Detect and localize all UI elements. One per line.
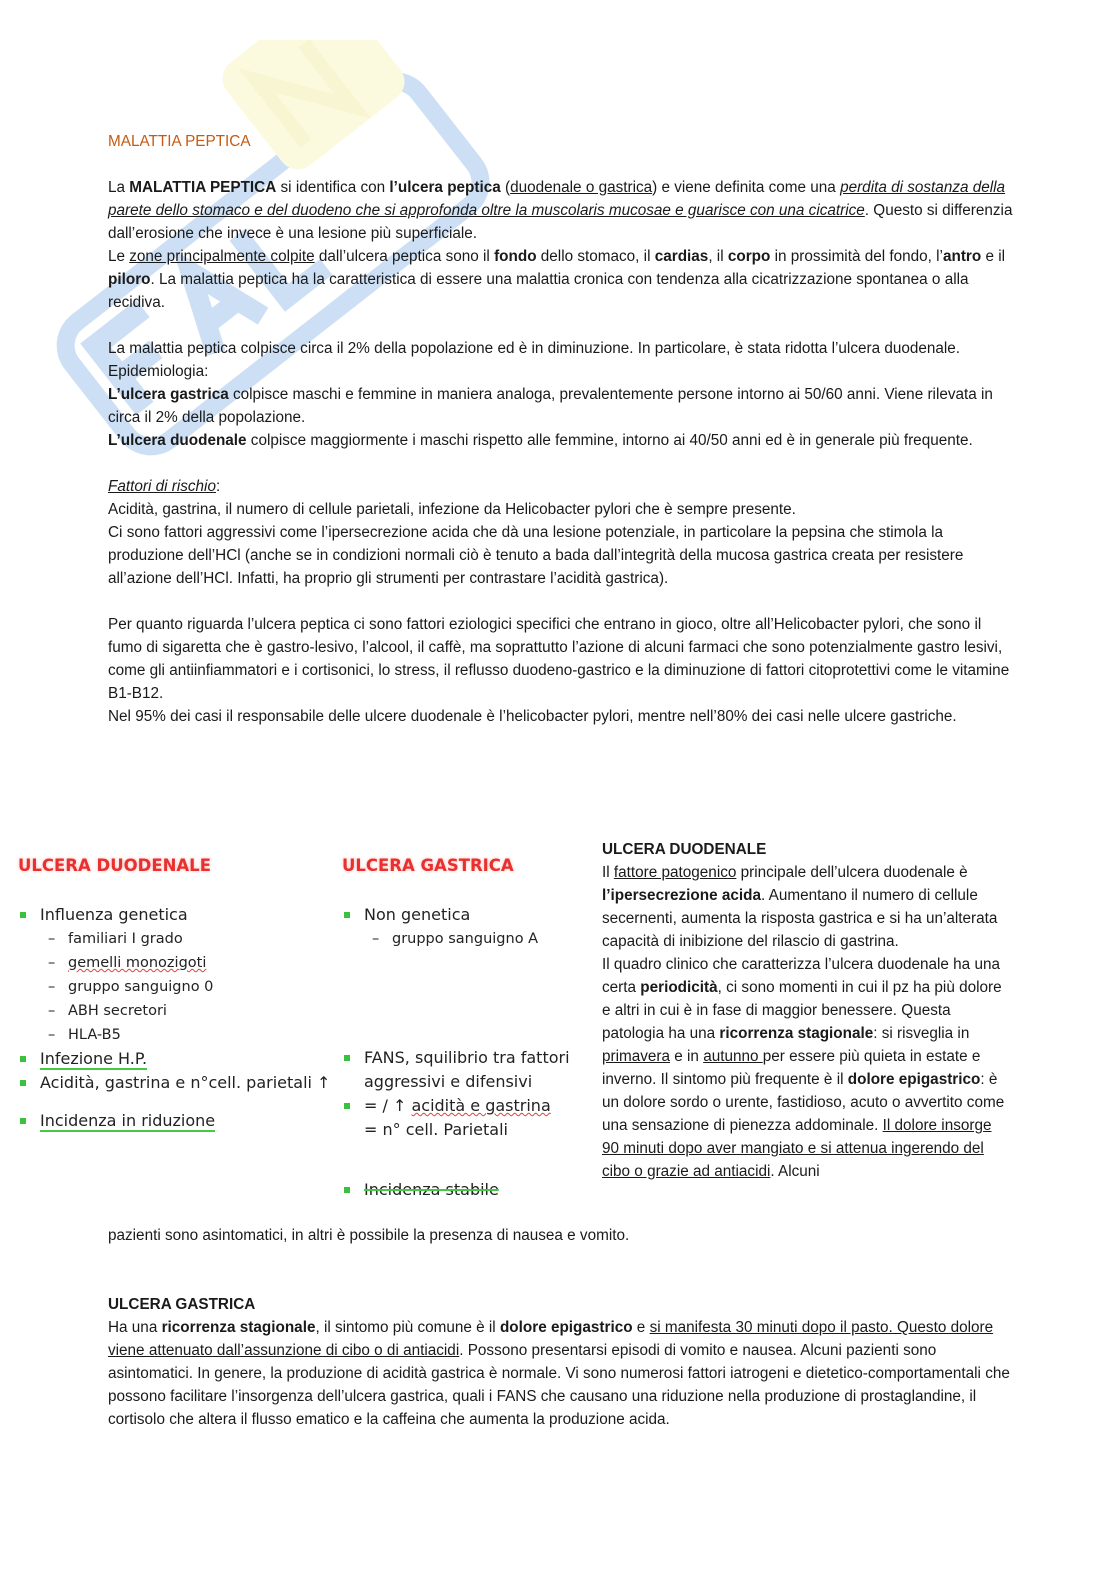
slide-bullet-stable: Incidenza stabile xyxy=(342,1178,582,1202)
section-duodenal-text xyxy=(602,838,1010,1183)
slide-sub-item: – ABH secretori xyxy=(18,999,338,1023)
slide-column-gastric xyxy=(342,840,582,1202)
up-arrow-icon: ↑ xyxy=(392,1096,407,1115)
paragraph-gastric-clinic: Ha una ricorrenza stagionale, il sintomo più comune è il dolore epigastrico e si manifesta 30 minuti dopo il pasto. Questo dolore viene attenuato dall’assunzione di cibo o di antiacidi. Possono presentarsi episodi di vomito e nausea. Alcuni pazienti sono asintomatici. In genere, la produzione di acidità gastrica è normale. Vi sono numerosi fattori iatrogeni e dietetico-comportamentali che possono facilitare l’insorgenza dell’ulcera gastrica, quali i FANS che causano una riduzione nella produzione di prostaglandine, il cortisolo che altera il flusso ematico e la caffeina che aumenta la produzione acida. xyxy=(108,1319,1010,1428)
paragraph-hp-percent: Nel 95% dei casi il responsabile delle ulcere duodenale è l’helicobacter pylori, mentre nell’80% dei casi nelle ulcere gastriche. xyxy=(108,708,957,725)
slide-sub-item: – gemelli monozigoti xyxy=(18,951,338,975)
slide-heading-duodenal: ULCERA DUODENALE xyxy=(18,856,211,875)
paragraph-gastric-epi: L’ulcera gastrica colpisce maschi e femmine in maniera analoga, prevalentemente persone intorno ai 50/60 anni. Viene rilevata in circa il 2% della popolazione. xyxy=(108,386,993,426)
slide-heading-gastric: ULCERA GASTRICA xyxy=(342,856,514,875)
paragraph-duodenal-epi: L’ulcera duodenale colpisce maggiormente i maschi rispetto alle femmine, intorno ai 40/50 anni ed è in generale più frequente. xyxy=(108,432,973,449)
paragraph-epidemiology-label: Epidemiologia: xyxy=(108,363,209,380)
paragraph-zones: Le zone principalmente colpite dall’ulcera peptica sono il fondo dello stomaco, il cardias, il corpo in prossimità del fondo, l’antro e il piloro. La malattia peptica ha la caratteristica di essere una malattia cronica con tendenza alla cicatrizzazione spontanea o alla recidiva. xyxy=(108,248,1006,311)
slide-bullet-genetic: Influenza genetica xyxy=(18,903,338,927)
up-arrow-icon: ↑ xyxy=(317,1073,331,1092)
slide-column-duodenal xyxy=(18,840,338,1133)
slide-bullet-nongenetic: Non genetica xyxy=(342,903,582,927)
heading-gastric: ULCERA GASTRICA xyxy=(108,1296,256,1313)
slide-sub-item: – familiari I grado xyxy=(18,927,338,951)
page-title: MALATTIA PEPTICA xyxy=(108,133,251,150)
heading-duodenal: ULCERA DUODENALE xyxy=(602,841,767,858)
comparison-slide-image xyxy=(0,840,590,1220)
paragraph-aggressive-factors: Ci sono fattori aggressivi come l’ipersecrezione acida che dà una lesione potenziale, in particolare la pepsina che stimola la produzione dell’HCl (anche se in condizioni normali ciò è tenuto a bada dall’integrità della mucosa gastrica creata per resistere all’azione dell’HCl. Infatti, ha proprio gli strumenti per contrastare l’acidità gastrica). xyxy=(108,524,964,587)
paragraph-etiology: Per quanto riguarda l’ulcera peptica ci sono fattori eziologici specifici che entrano in gioco, oltre all’Helicobacter pylori, che sono il fumo di sigaretta che è gastro-lesivo, l’alcool, il caffè, ma soprattutto l’azione di alcuni farmaci che sono potenzialmente gastro lesivi, come gli antiinfiammatori e i cortisonici, lo stress, il reflusso duodeno-gastrico e la diminuzione di fattori citoprotettivi come le vitamine B1-B12. xyxy=(108,616,1010,702)
paragraph-risk-label: Fattori di rischio: xyxy=(108,478,221,495)
slide-bullet-hp: Infezione H.P. xyxy=(18,1047,338,1071)
paragraph-duodenal-pathogenesis: Il fattore patogenico principale dell’ulcera duodenale è l’ipersecrezione acida. Aumentano il numero di cellule secernenti, aumenta la risposta gastrica e si ha un’alterata capacità di inibizione del rilascio di gastrina. xyxy=(602,864,998,950)
slide-sub-item: – gruppo sanguigno A xyxy=(342,927,582,951)
slide-bullet-acidity: Acidità, gastrina e n°cell. parietali ↑ xyxy=(18,1071,338,1095)
paragraph-duodenal-asymptomatic: pazienti sono asintomatici, in altri è possibile la presenza di nausea e vomito. xyxy=(108,1227,630,1244)
slide-sub-item: – HLA-B5 xyxy=(18,1023,338,1047)
document-body xyxy=(108,130,1013,728)
slide-bullet-fans: FANS, squilibrio tra fattori aggressivi e difensivi xyxy=(342,1046,582,1094)
slide-bullet-acidity-equal: = / ↑ acidità e gastrina xyxy=(342,1094,582,1118)
paragraph-duodenal-clinic: Il quadro clinico che caratterizza l’ulcera duodenale ha una certa periodicità, ci sono momenti in cui il pz ha più dolore e altri in cui è in fase di maggior benessere. Questa patologia ha una ricorrenza stagionale: si risveglia in primavera e in autunno per essere più quieta in estate e inverno. Il sintomo più frequente è il dolore epigastrico: è un dolore sordo o urente, fastidioso, acuto o avvertito come una sensazione di pienezza addominale. Il dolore insorge 90 minuti dopo aver mangiato e si attenua ingerendo del cibo o grazie ad antiacidi. Alcuni xyxy=(602,956,1005,1180)
slide-line-cells: = n° cell. Parietali xyxy=(364,1120,508,1139)
section-after-slide xyxy=(108,1224,1013,1431)
paragraph-prevalence: La malattia peptica colpisce circa il 2% della popolazione ed è in diminuzione. In particolare, è stata ridotta l’ulcera duodenale. xyxy=(108,340,961,357)
slide-bullet-incidence: Incidenza in riduzione xyxy=(18,1109,338,1133)
slide-sub-item: – gruppo sanguigno 0 xyxy=(18,975,338,999)
paragraph-risk-list: Acidità, gastrina, il numero di cellule parietali, infezione da Helicobacter pylori che è sempre presente. xyxy=(108,501,796,518)
paragraph-definition: La MALATTIA PEPTICA si identifica con l’ulcera peptica (duodenale o gastrica) e viene definita come una perdita di sostanza della parete dello stomaco e del duodeno che si approfonda oltre la muscolaris mucosae e guarisce con una cicatrice. Questo si differenzia dall’erosione che invece è una lesione più superficiale. xyxy=(108,179,1013,242)
